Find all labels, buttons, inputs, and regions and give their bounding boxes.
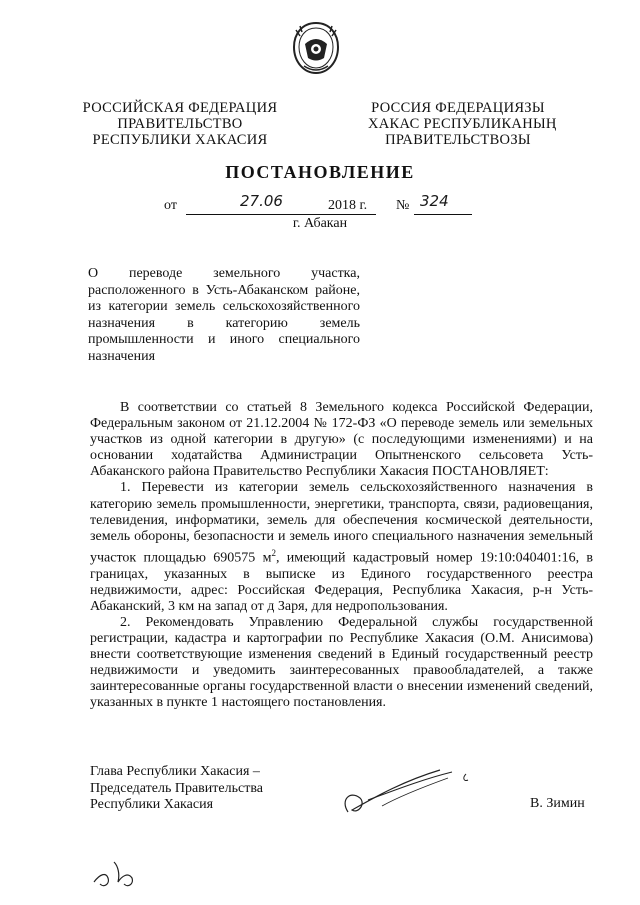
date-year: 2018 г.: [328, 198, 368, 213]
subject-line: из категории земель сельскохозяйственного: [88, 299, 360, 314]
header-left-line-1: РОССИЙСКАЯ ФЕДЕРАЦИЯ: [82, 100, 278, 116]
number-handwritten: 324: [420, 192, 449, 210]
signatory-line-3: Республики Хакасия: [90, 797, 214, 812]
date-handwritten: 27.06: [240, 192, 283, 210]
city-label: г. Абакан: [292, 216, 348, 231]
subject-block: [88, 266, 360, 365]
date-prefix: от: [164, 198, 177, 213]
signatory-position: [90, 764, 290, 814]
preamble-paragraph: В соответствии со статьей 8 Земельного кодекса Российской Федерации, Федеральным законом от 21.12.2004 № 172-ФЗ «О переводе земель или земельных участков из одной категории в другую» (с последующими изменениями) и на основании ходатайства Администрации Опытненского сельсовета Усть-Абаканского района Правительство Республики Хакасия ПОСТАНОВЛЯЕТ:: [90, 400, 593, 480]
header-right-line-3: ПРАВИТЕЛЬСТВОЗЫ: [385, 132, 531, 148]
header-right-line-2: ХАКАС РЕСПУБЛИКАНЫҢ: [368, 116, 557, 132]
header-left-line-2: ПРАВИТЕЛЬСТВО: [117, 116, 243, 132]
document-title: ПОСТАНОВЛЕНИЕ: [225, 162, 415, 182]
header-left-block: [80, 100, 280, 148]
number-label: №: [396, 198, 410, 213]
handwritten-signature: [330, 760, 480, 820]
item-2-paragraph: 2. Рекомендовать Управлению Федеральной службы государственной регистрации, кадастра и картографии по Республике Хакасия (О.М. Анисимова) внести соответствующие изменения сведений в Единый государственный реестр недвижимости и уведомить заинтересованных правообладателей, а также заинтересованные органы государственной власти о внесении изменений сведений, указанных в пункте 1 настоящего постановления.: [90, 614, 593, 711]
signatory-line-2: Председатель Правительства: [90, 780, 263, 796]
coat-of-arms-emblem: [290, 20, 342, 76]
subject-line: промышленности и иного специального: [88, 332, 360, 347]
item-1-text-a: 1. Перевести из категории земель сельскохозяйственного назначения в категорию земель промышленности, энергетики, транспорта, связи, радиовещания, телевидения, информатики, земель для обеспечения космической деятельности, земель обороны, безопасности и земель иного специального назначения земельный участок площадью 690575 м: [90, 480, 593, 566]
document-body: [90, 400, 593, 711]
item-1-text-b: , имеющий кадастровый номер 19:10:040401:16, в границах, указанных в выписке из Единого государственного реестра недвижимости, адрес: Российская Федерация, Республика Хакасия, р-н Усть-Абаканский, 3 км на запад от д Заря, для недропользования.: [90, 550, 593, 614]
subject-line: назначения: [88, 348, 156, 364]
signatory-name: В. Зимин: [530, 796, 585, 811]
signatory-line-1: Глава Республики Хакасия –: [90, 764, 260, 779]
subject-line: назначения в категорию земель: [88, 315, 360, 331]
handwritten-initials-mark: [88, 852, 148, 892]
item-1-paragraph: [90, 480, 593, 614]
subject-line: О переводе земельного участка,: [88, 266, 360, 281]
header-right-block: [368, 100, 557, 148]
subject-line: расположенного в Усть-Абаканском районе,: [88, 282, 360, 298]
header-right-line-1: РОССИЯ ФЕДЕРАЦИЯЗЫ: [371, 100, 545, 116]
header-left-line-3: РЕСПУБЛИКИ ХАКАСИЯ: [92, 132, 268, 148]
item-1-superscript: 2: [271, 547, 276, 558]
